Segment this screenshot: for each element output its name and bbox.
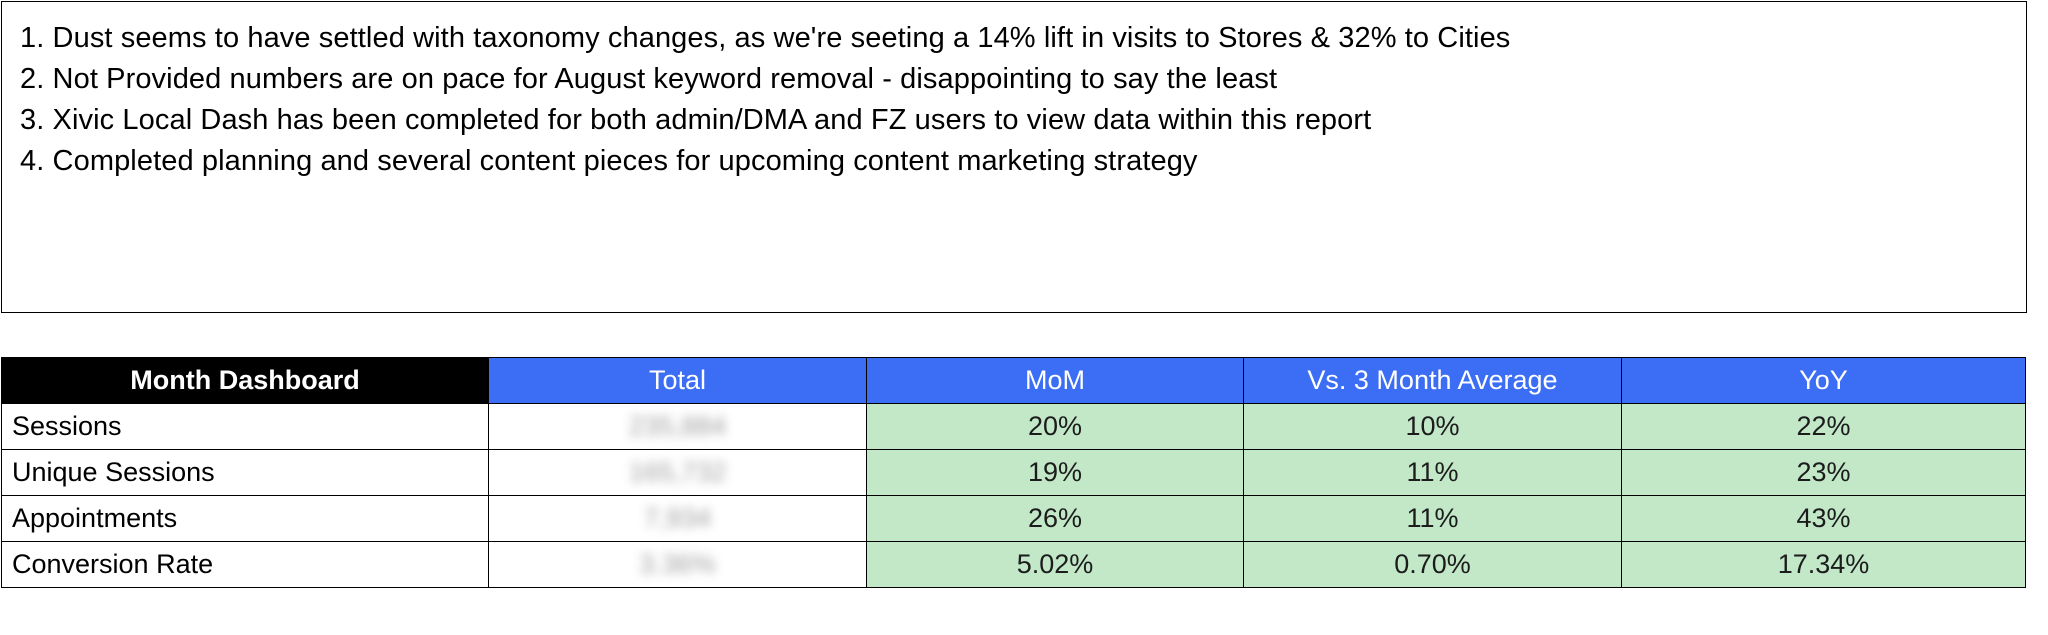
month-dashboard-table [1, 357, 2026, 588]
cell-sessions-mom: 20% [867, 404, 1244, 450]
cell-sessions-yoy: 22% [1622, 404, 2026, 450]
table-header-row [2, 358, 2026, 404]
cell-unique-sessions-total [489, 450, 867, 496]
cell-conversion-rate-mom: 5.02% [867, 542, 1244, 588]
cell-unique-sessions-avg: 11% [1244, 450, 1622, 496]
table-row [2, 404, 2026, 450]
cell-unique-sessions-yoy: 23% [1622, 450, 2026, 496]
table-row [2, 450, 2026, 496]
blurred-value: 7,934 [643, 503, 712, 533]
note-line-2: 2. Not Provided numbers are on pace for August keyword removal - disappointing to say the least [20, 63, 1278, 95]
cell-appointments-total [489, 496, 867, 542]
cell-conversion-rate-avg: 0.70% [1244, 542, 1622, 588]
table-row [2, 496, 2026, 542]
blurred-value: 235,884 [628, 411, 727, 441]
note-line-4: 4. Completed planning and several content pieces for upcoming content marketing strategy [20, 145, 1198, 177]
cell-conversion-rate-yoy: 17.34% [1622, 542, 2026, 588]
note-line-1: 1. Dust seems to have settled with taxonomy changes, as we're seeting a 14% lift in visits to Stores & 32% to Cities [20, 22, 1511, 54]
cell-appointments-avg: 11% [1244, 496, 1622, 542]
header-month-dashboard: Month Dashboard [2, 358, 489, 404]
cell-sessions-total [489, 404, 867, 450]
blurred-value: 3.36% [639, 549, 716, 579]
row-label-sessions: Sessions [2, 404, 489, 450]
header-total: Total [489, 358, 867, 404]
cell-sessions-avg: 10% [1244, 404, 1622, 450]
row-label-unique-sessions: Unique Sessions [2, 450, 489, 496]
cell-appointments-yoy: 43% [1622, 496, 2026, 542]
note-line-3: 3. Xivic Local Dash has been completed for both admin/DMA and FZ users to view data within this report [20, 104, 1372, 136]
highlights-notes-box [1, 1, 2027, 313]
row-label-conversion-rate: Conversion Rate [2, 542, 489, 588]
table-row [2, 542, 2026, 588]
header-vs-3-month-average: Vs. 3 Month Average [1244, 358, 1622, 404]
cell-conversion-rate-total [489, 542, 867, 588]
row-label-appointments: Appointments [2, 496, 489, 542]
month-dashboard-table-wrapper [1, 357, 2025, 588]
header-yoy: YoY [1622, 358, 2026, 404]
cell-unique-sessions-mom: 19% [867, 450, 1244, 496]
blurred-value: 165,732 [628, 457, 727, 487]
header-mom: MoM [867, 358, 1244, 404]
cell-appointments-mom: 26% [867, 496, 1244, 542]
